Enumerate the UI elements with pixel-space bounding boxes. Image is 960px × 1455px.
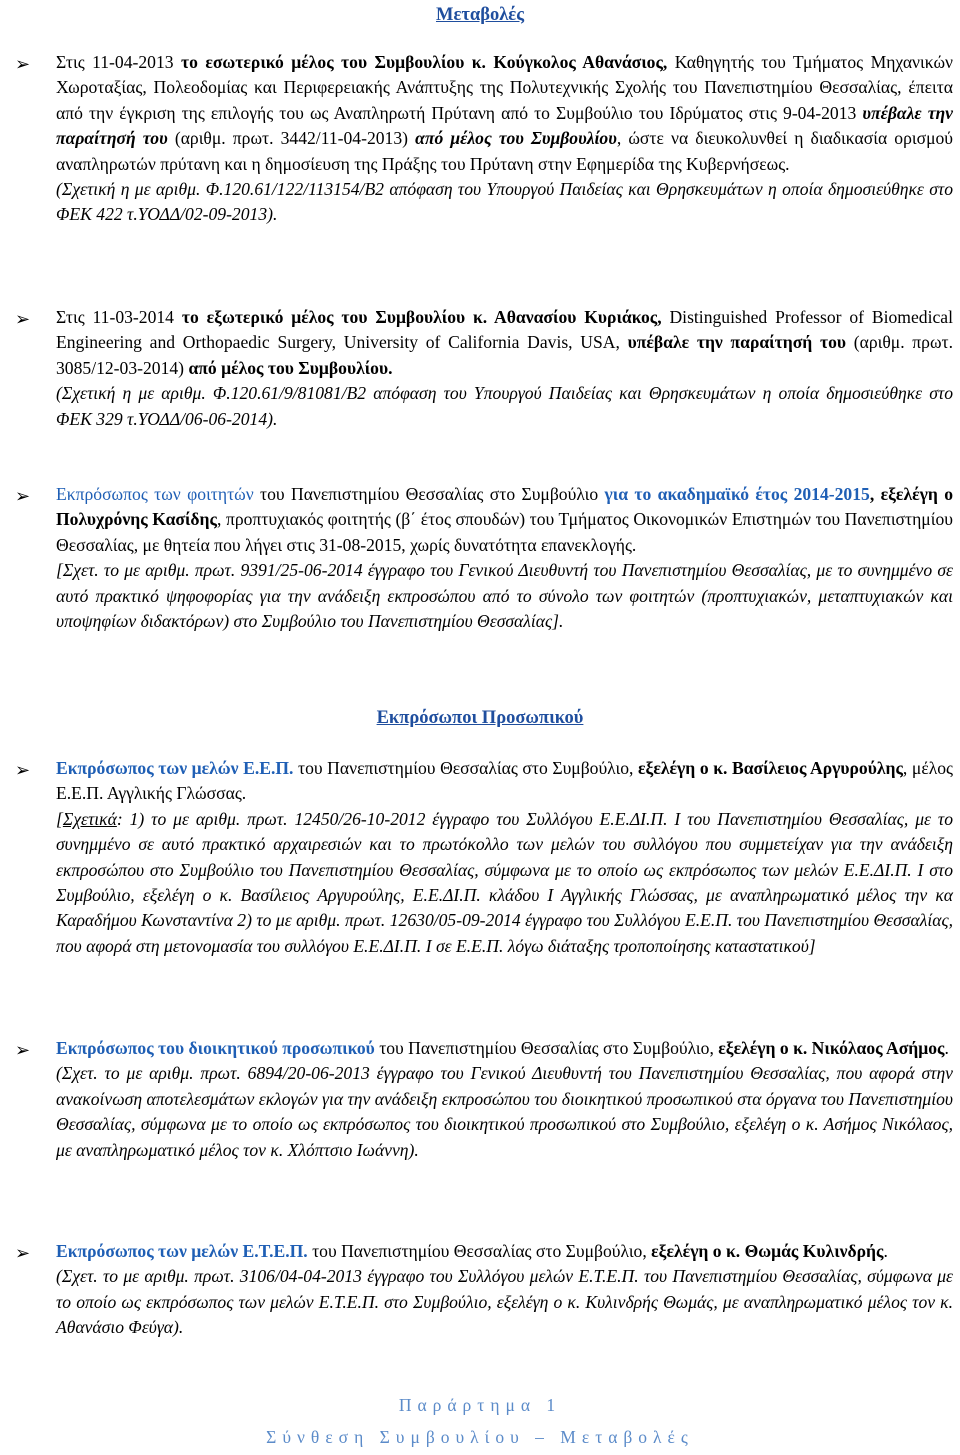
paragraph: Στις 11-04-2013 το εσωτερικό μέλος του Συμβουλίου κ. Κούγκολος Αθανάσιος, Καθηγητής του Τμήματος Μηχανικών Χωροταξίας, Πολεοδομίας και Περιφερειακής Ανάπτυξης της Πολυτεχνικής Σχολής του Πανεπιστημίου Θεσσαλίας, έπειτα από την έγκριση της επιλογής του ως Αναπληρωτή Πρύτανη από το Συμβούλιο του Ιδρύματος στις 9-04-2013 υπέβαλε την παραίτησή του (αριθμ. πρωτ. 3442/11-04-2013) από μέλος του Συμβουλίου, ώστε να διευκολυνθεί η διαδικασία ορισμού αναπληρωτών πρύτανη και η δημοσίευση της Πράξης του Πρύτανη στην Εφημερίδα της Κυβερνήσεως. [56, 52, 954, 174]
bullet-arrow-icon: ➢ [15, 1040, 31, 1061]
paragraph: Εκπρόσωπος του διοικητικού προσωπικού του Πανεπιστημίου Θεσσαλίας στο Συμβούλιο, εξελέγη ο κ. Νικόλαος Ασήμος. [56, 1038, 949, 1058]
list-item-internal-member [56, 50, 953, 228]
bullet-arrow-icon: ➢ [15, 1243, 31, 1264]
section-heading-changes: Μεταβολές [435, 5, 524, 25]
list-item-student-representative [56, 482, 953, 634]
list-item-admin-representative [56, 1036, 953, 1163]
bullet-arrow-icon: ➢ [15, 54, 31, 75]
footer-appendix-title: Παράρτημα 1 [398, 1395, 562, 1415]
bullet-arrow-icon: ➢ [15, 486, 31, 507]
section-heading-staff: Εκπρόσωποι Προσωπικού [376, 708, 584, 728]
paragraph: Εκπρόσωπος των μελών Ε.Ε.Π. του Πανεπιστημίου Θεσσαλίας στο Συμβούλιο, εξελέγη ο κ. Βασίλειος Αργυρούλης, μέλος Ε.Ε.Π. Αγγλικής Γλώσσας. [56, 758, 954, 804]
list-item-external-member [56, 305, 953, 432]
reference-note: (Σχετική η με αριθμ. Φ.120.61/122/113154/Β2 απόφαση του Υπουργού Παιδείας και Θρησκευμάτων η οποία δημοσιεύθηκε στο ΦΕΚ 422 τ.ΥΟΔΔ/02-09-2013). [56, 179, 953, 225]
bullet-arrow-icon: ➢ [15, 309, 31, 330]
list-item-etep-representative [56, 1239, 953, 1341]
reference-note: (Σχετ. το με αριθμ. πρωτ. 6894/20-06-2013 έγγραφο του Γενικού Διευθυντή του Πανεπιστημίου Θεσσαλίας, που αφορά στην ανακοίνωση αποτελεσμάτων εκλογών για την ανάδειξη εκπροσώπου του διοικητικού προσωπικού στα όργανα του Πανεπιστημίου Θεσσαλίας, σύμφωνα με το οποίο ως εκπρόσωπος του διοικητικού προσωπικού στο Συμβούλιο, εξελέγη ο κ. Ασήμος Νικόλαος, με αναπληρωματικό μέλος τον κ. Χλόπτσιο Ιωάννη). [56, 1063, 953, 1160]
list-item-eep-representative [56, 756, 953, 959]
reference-note: (Σχετική η με αριθμ. Φ.120.61/9/81081/Β2 απόφαση του Υπουργού Παιδείας και Θρησκευμάτων η οποία δημοσιεύθηκε στο ΦΕΚ 329 τ.ΥΟΔΔ/06-06-2014). [56, 383, 953, 429]
reference-note: (Σχετ. το με αριθμ. πρωτ. 3106/04-04-2013 έγγραφο του Συλλόγου μελών Ε.Τ.Ε.Π. του Πανεπιστημίου Θεσσαλίας, σύμφωνα με το οποίο ως εκπρόσωπος των μελών Ε.Τ.Ε.Π. στο Συμβούλιο, εξελέγη ο κ. Κυλινδρής Θωμάς, με αναπληρωματικό μέλος τον κ. Αθανάσιο Φεύγα). [56, 1266, 953, 1338]
paragraph: Εκπρόσωπος των μελών Ε.Τ.Ε.Π. του Πανεπιστημίου Θεσσαλίας στο Συμβούλιο, εξελέγη ο κ. Θωμάς Κυλινδρής. [56, 1241, 888, 1261]
footer-appendix-subtitle: Σύνθεση Συμβουλίου – Μεταβολές [266, 1427, 694, 1447]
bullet-arrow-icon: ➢ [15, 760, 31, 781]
paragraph: Στις 11-03-2014 το εξωτερικό μέλος του Συμβουλίου κ. Αθανασίου Κυριάκος, Distinguished Professor of Biomedical Engineering and Orthopaedic Surgery, University of California Davis, USA, υπέβαλε την παραίτησή του (αριθμ. πρωτ. 3085/12-03-2014) από μέλος του Συμβουλίου. [56, 307, 954, 378]
reference-note: [Σχετικά: 1) το με αριθμ. πρωτ. 12450/26-10-2012 έγγραφο του Συλλόγου Ε.Ε.ΔΙ.Π. Ι του Πανεπιστημίου Θεσσαλίας, με το συνημμένο σε αυτό πρακτικό αρχαιρεσιών και το πρωτόκολλο των μελών του συλλόγου που συμμετείχαν για την ανάδειξη εκπροσώπου στο Συμβούλιο του Πανεπιστημίου Θεσσαλίας, σύμφωνα με το οποίο ως εκπρόσωπος των μελών Ε.Ε.ΔΙ.Π. Ι στο Συμβούλιο, εξελέγη ο κ. Βασίλειος Αργυρούλης, Ε.Ε.ΔΙ.Π. κλάδου Ι Αγγλικής Γλώσσας, με αναπληρωματικό μέλος την κα Καραδήμου Κωνσταντίνα 2) το με αριθμ. πρωτ. 12630/05-09-2014 έγγραφο του Συλλόγου Ε.Ε.Π. του Πανεπιστημίου Θεσσαλίας, που αφορά στη μετονομασία του συλλόγου Ε.Ε.ΔΙ.Π. Ι σε Ε.Ε.Π. λόγω διάταξης τροποποίησης καταστατικού] [56, 808, 953, 956]
reference-note: [Σχετ. το με αριθμ. πρωτ. 9391/25-06-2014 έγγραφο του Γενικού Διευθυντή του Πανεπιστημίου Θεσσαλίας, με το συνημμένο σε αυτό πρακτικό ψηφοφορίας για την ανάδειξη εκπροσώπου από το σύνολο των φοιτητών (προπτυχιακών, μεταπτυχιακών και υποψηφίων διδακτόρων) στο Συμβούλιο του Πανεπιστημίου Θεσσαλίας]. [56, 560, 953, 632]
paragraph: Εκπρόσωπος των φοιτητών του Πανεπιστημίου Θεσσαλίας στο Συμβούλιο για το ακαδημαϊκό έτος 2014-2015, εξελέγη ο Πολυχρόνης Κασίδης, προπτυχιακός φοιτητής (β΄ έτος σπουδών) του Τμήματος Οικονομικών Επιστημών του Πανεπιστημίου Θεσσαλίας, με θητεία που λήγει στις 31-08-2015, χωρίς δυνατότητα επανεκλογής. [56, 484, 953, 555]
